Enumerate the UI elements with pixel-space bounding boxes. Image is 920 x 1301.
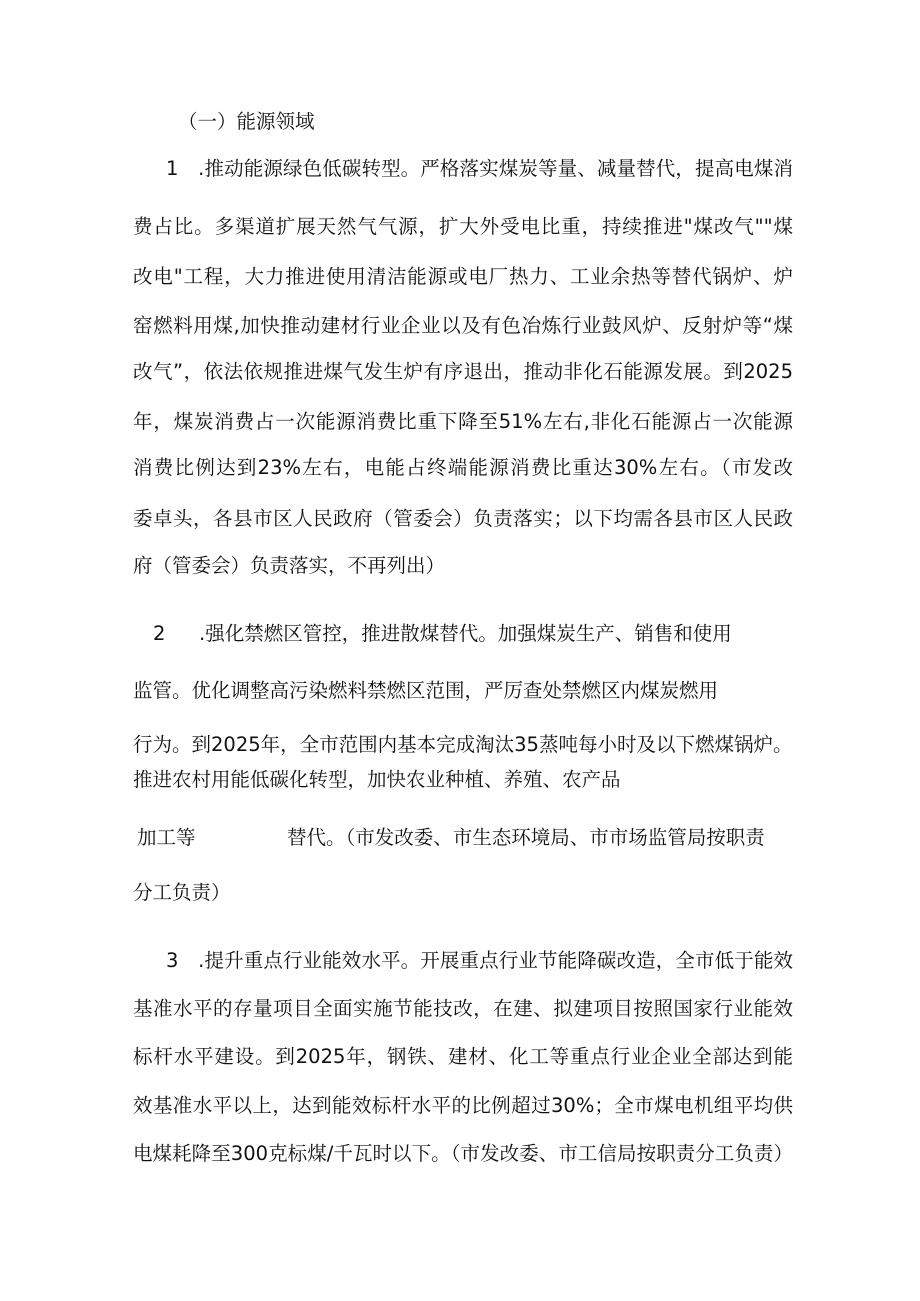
item1-line-1: 1 .推动能源绿色低碳转型。严格落实煤炭等量、减量替代，提高电煤消	[166, 157, 793, 180]
item2-line-5-end: 替代。（市发改委、市生态环境局、市市场监管局按职责	[287, 826, 765, 849]
item1-line-9: 府（管委会）负责落实，不再列出）	[133, 554, 446, 577]
item2-line-2: 监管。优化调整高污染燃料禁燃区范围，严厉查处禁燃区内煤炭燃用	[133, 679, 719, 702]
item1-line-6: 年，煤炭消费占一次能源消费比重下降至51%左右,非化石能源占一次能源	[133, 410, 793, 433]
item2-line-1: .强化禁燃区管控，推进散煤替代。加强煤炭生产、销售和使用	[199, 622, 732, 645]
item3-line-3: 标杆水平建设。到2025年，钢铁、建材、化工等重点行业企业全部达到能	[133, 1045, 793, 1068]
item3-line-4: 效基准水平以上，达到能效标杆水平的比例超过30%；全市煤电机组平均供	[133, 1094, 793, 1117]
item1-line-5: 改气”，依法依规推进煤气发生炉有序退出，推动非化石能源发展。到2025	[133, 360, 793, 383]
item2-line-5-start: 加工等	[137, 826, 196, 849]
section-heading: （一）能源领域	[178, 110, 315, 133]
item2-number: 2	[153, 622, 166, 645]
item3-line-5: 电煤耗降至300克标煤/千瓦时以下。（市发改委、市工信局按职责分工负责）	[133, 1142, 793, 1165]
item2-line-4: 推进农村用能低碳化转型，加快农业种植、养殖、农产品	[133, 768, 621, 791]
item1-line-3: 改电"工程，大力推进使用清洁能源或电厂热力、工业余热等替代锅炉、炉	[133, 265, 793, 288]
item2-line-6: 分工负责）	[133, 881, 231, 904]
item1-line-8: 委卓头，各县市区人民政府（管委会）负责落实；以下均需各县市区人民政	[133, 507, 793, 530]
item2-line-3: 行为。到2025年，全市范围内基本完成淘汰35蒸吨每小时及以下燃煤锅炉。	[133, 733, 793, 756]
item1-line-2: 费占比。多渠道扩展天然气气源，扩大外受电比重，持续推进"煤改气""煤	[133, 215, 793, 238]
item3-line-2: 基准水平的存量项目全面实施节能技改，在建、拟建项目按照国家行业能效	[133, 997, 793, 1020]
item1-line-4: 窑燃料用煤,加快推动建材行业企业以及有色冶炼行业鼓风炉、反射炉等“煤	[133, 314, 793, 337]
item1-line-7: 消费比例达到23%左右，电能占终端能源消费比重达30%左右。（市发改	[133, 456, 793, 479]
item3-line-1: 3 .提升重点行业能效水平。开展重点行业节能降碳改造，全市低于能效	[166, 949, 793, 972]
